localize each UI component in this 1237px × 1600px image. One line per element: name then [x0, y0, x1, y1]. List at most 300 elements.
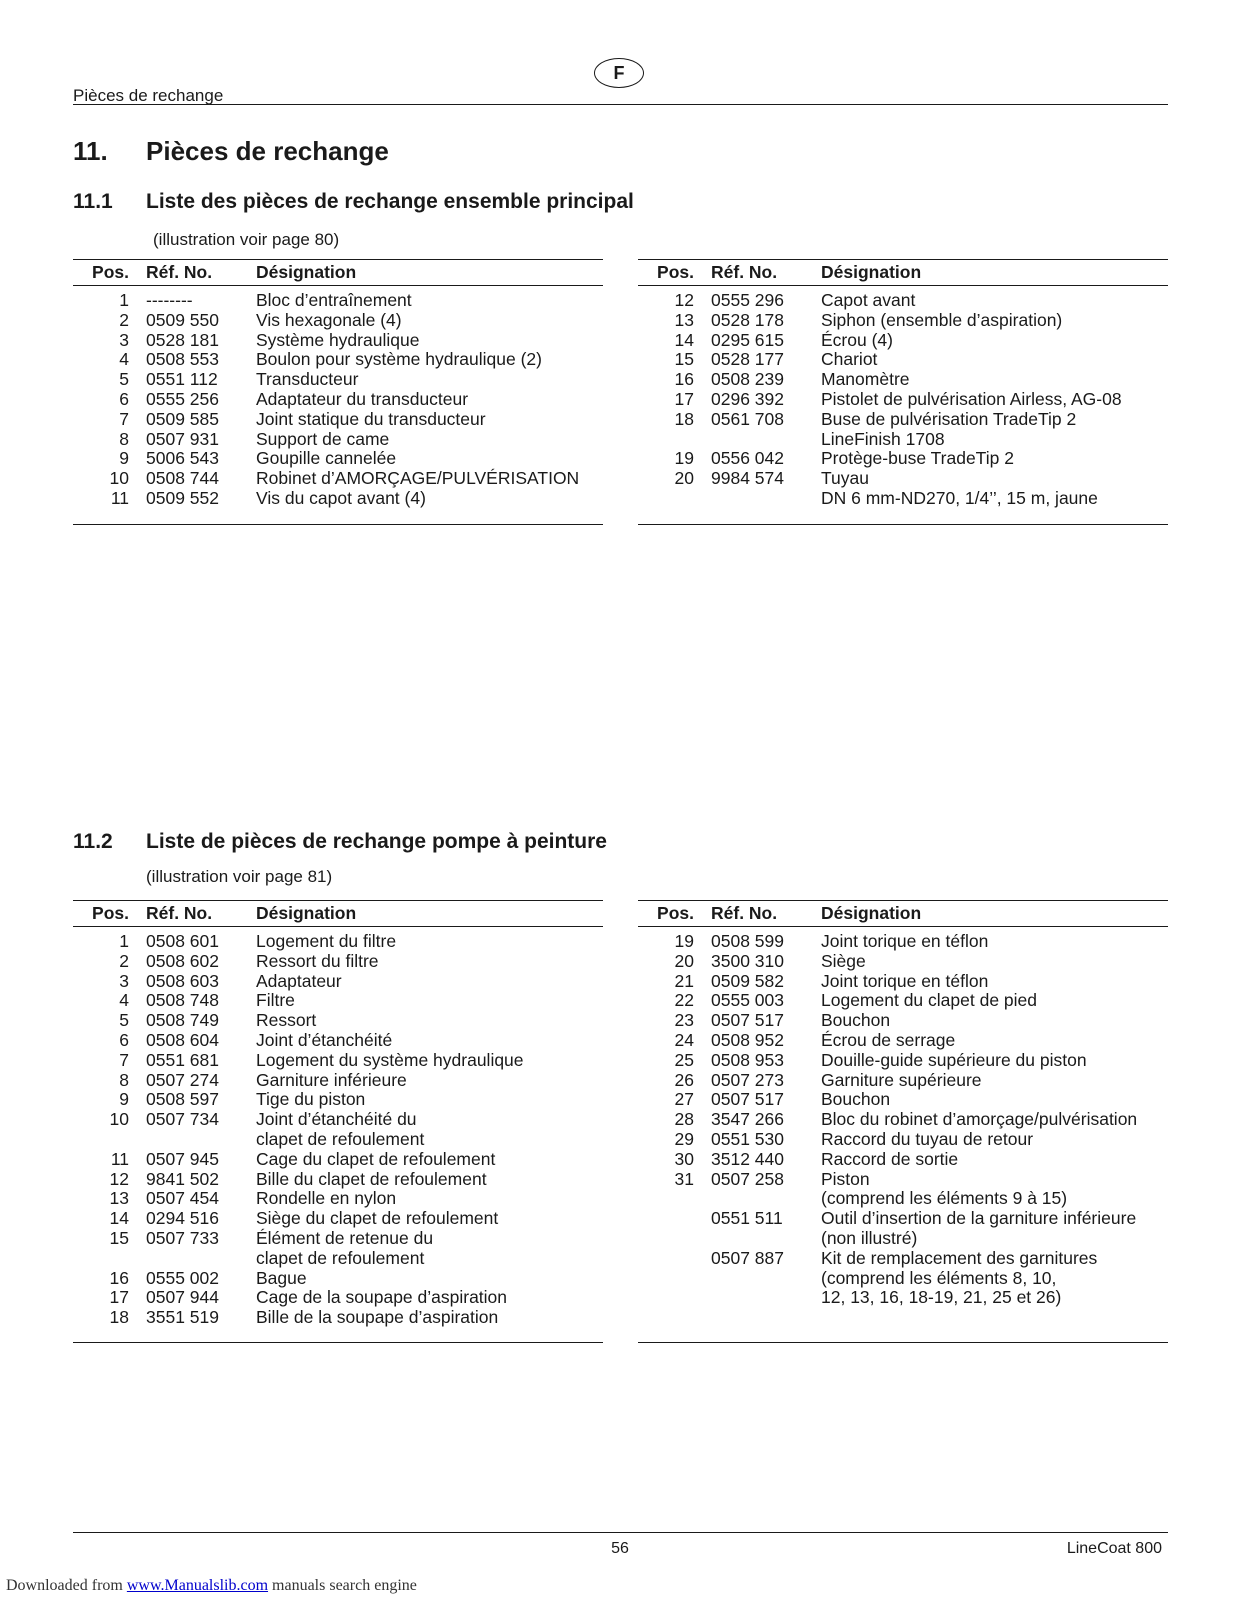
row-ref: 0556 042: [711, 448, 784, 469]
table-row: [73, 1071, 603, 1091]
chapter-number: 11.: [73, 136, 108, 166]
row-designation: [821, 449, 1168, 469]
designation-line: Écrou (4): [821, 329, 893, 350]
table-header-rule: [73, 285, 603, 286]
designation-line: Joint d’étanchéité du: [256, 1109, 417, 1130]
designation-line: Joint torique en téflon: [821, 970, 989, 991]
designation-line: Piston: [821, 1168, 870, 1189]
table-row: [73, 1288, 603, 1308]
table-bottom-rule: [638, 524, 1168, 525]
table-row: [73, 1150, 603, 1170]
designation-line: Siège du clapet de refoulement: [256, 1208, 499, 1229]
designation-line: Transducteur: [256, 369, 359, 390]
table-row: [73, 952, 603, 972]
table-row: [638, 331, 1168, 351]
table-row: [638, 1209, 1168, 1249]
row-ref: 0508 597: [146, 1089, 219, 1110]
row-pos: 27: [674, 1089, 694, 1110]
table-row: [73, 932, 603, 952]
table-row: [638, 469, 1168, 509]
row-pos: 16: [674, 369, 694, 390]
chapter-heading: [73, 136, 773, 168]
section1-table-left: [73, 259, 603, 524]
row-designation: [256, 1110, 603, 1150]
row-ref: 0509 550: [146, 309, 219, 330]
designation-line: Buse de pulvérisation TradeTip 2: [821, 408, 1077, 429]
row-pos: 12: [109, 1168, 129, 1189]
row-pos: 7: [119, 1049, 129, 1070]
section1-heading: [73, 190, 873, 216]
table-row: [638, 311, 1168, 331]
row-pos: 13: [674, 309, 694, 330]
row-ref: 0561 708: [711, 408, 784, 429]
designation-line: Bague: [256, 1267, 307, 1288]
header-pos: Pos.: [657, 262, 694, 282]
row-pos: 20: [674, 950, 694, 971]
row-ref: 0528 177: [711, 349, 784, 370]
designation-line: Joint torique en téflon: [821, 931, 989, 951]
row-ref: 0509 582: [711, 970, 784, 991]
table-row: [73, 972, 603, 992]
table-row: [638, 952, 1168, 972]
header-pos: Pos.: [92, 903, 129, 923]
row-ref: 0551 112: [146, 369, 218, 390]
designation-line: Vis du capot avant (4): [256, 487, 426, 508]
table-row: [73, 1031, 603, 1051]
row-pos: 8: [119, 428, 129, 449]
manualslib-link[interactable]: www.Manualslib.com: [126, 1577, 269, 1594]
row-ref: --------: [146, 290, 193, 310]
table-row: [73, 489, 603, 509]
row-ref: 0508 602: [146, 950, 219, 971]
row-pos: 4: [119, 349, 129, 370]
row-designation: [821, 1011, 1168, 1031]
table-row: [638, 1110, 1168, 1130]
table-row: [638, 1150, 1168, 1170]
row-ref: 0507 944: [146, 1287, 219, 1308]
designation-line: Bille de la soupape d’aspiration: [256, 1307, 499, 1328]
row-ref: 0508 953: [711, 1049, 784, 1070]
table-row: [73, 1209, 603, 1229]
table-header-row: [638, 262, 1168, 282]
designation-line: Logement du filtre: [256, 931, 397, 951]
download-prefix: Downloaded from: [6, 1577, 127, 1594]
row-pos: 31: [674, 1168, 694, 1189]
table-top-rule: [73, 259, 603, 260]
row-pos: 5: [119, 1010, 129, 1031]
row-ref: 0507 454: [146, 1188, 219, 1209]
row-designation: [821, 1071, 1168, 1091]
section1-table-right: [638, 259, 1168, 524]
table-body: [638, 291, 1168, 509]
table-row: [638, 370, 1168, 390]
row-ref: 0507 517: [711, 1089, 784, 1110]
designation-line: Manomètre: [821, 369, 910, 390]
row-designation: [821, 1031, 1168, 1051]
section1-title: Liste des pièces de rechange ensemble principal: [146, 190, 634, 213]
row-designation: [821, 469, 1168, 509]
row-designation: [256, 390, 603, 410]
row-designation: [256, 991, 603, 1011]
row-designation: [821, 370, 1168, 390]
table-row: [73, 1308, 603, 1328]
row-ref: 0507 517: [711, 1010, 784, 1031]
row-pos: 11: [110, 1148, 129, 1169]
designation-line: Bille du clapet de refoulement: [256, 1168, 487, 1189]
row-pos: 15: [674, 349, 694, 370]
designation-line: Tuyau: [821, 468, 869, 489]
row-pos: 25: [674, 1049, 694, 1070]
section1-note: (illustration voir page 80): [153, 230, 340, 249]
row-designation: [256, 331, 603, 351]
row-ref: 0528 178: [711, 309, 784, 330]
section2-title: Liste de pièces de rechange pompe à peinture: [146, 830, 607, 853]
header-ref: Réf. No.: [146, 903, 213, 923]
row-designation: [256, 1090, 603, 1110]
row-pos: 11: [110, 487, 129, 508]
designation-line: Bouchon: [821, 1089, 891, 1110]
row-designation: [821, 1150, 1168, 1170]
designation-line: Tige du piston: [256, 1089, 366, 1110]
table-body: [73, 932, 603, 1328]
row-ref: 5006 543: [146, 448, 219, 469]
download-banner: [6, 1577, 417, 1595]
table-header-rule: [638, 285, 1168, 286]
table-row: [638, 1249, 1168, 1308]
designation-line: Joint d’étanchéité: [256, 1029, 393, 1050]
table-row: [638, 390, 1168, 410]
table-row: [638, 1031, 1168, 1051]
designation-line: Kit de remplacement des garnitures: [821, 1247, 1098, 1268]
row-pos: 1: [119, 931, 129, 951]
row-designation: [256, 1170, 603, 1190]
designation-line: Élément de retenue du: [256, 1227, 434, 1248]
table-row: [73, 1051, 603, 1071]
row-ref: 0507 931: [146, 428, 219, 449]
designation-line: Chariot: [821, 349, 878, 370]
row-pos: 2: [119, 309, 129, 330]
row-pos: 19: [674, 931, 694, 951]
table-row: [638, 410, 1168, 450]
row-ref: 0508 749: [146, 1010, 219, 1031]
row-ref: 9841 502: [146, 1168, 219, 1189]
designation-line: Bloc du robinet d’amorçage/pulvérisation: [821, 1109, 1138, 1130]
designation-line: Rondelle en nylon: [256, 1188, 397, 1209]
designation-line: Garniture inférieure: [256, 1069, 407, 1090]
row-pos: 16: [109, 1267, 129, 1288]
row-designation: [821, 1209, 1168, 1249]
table-row: [638, 291, 1168, 311]
row-designation: [256, 1229, 603, 1269]
row-pos: 18: [109, 1307, 129, 1328]
row-designation: [256, 1150, 603, 1170]
row-ref: 0509 585: [146, 408, 219, 429]
table-row: [638, 1130, 1168, 1150]
running-head: Pièces de rechange: [73, 86, 224, 105]
row-pos: 9: [119, 448, 129, 469]
table-header-rule: [73, 926, 603, 927]
table-body: [638, 932, 1168, 1308]
table-row: [638, 1051, 1168, 1071]
row-ref: 0508 952: [711, 1029, 784, 1050]
row-pos: 14: [109, 1208, 129, 1229]
table-row: [73, 331, 603, 351]
row-ref: 0508 748: [146, 990, 219, 1011]
row-designation: [256, 1288, 603, 1308]
table-row: [73, 469, 603, 489]
table-row: [638, 972, 1168, 992]
row-designation: [256, 449, 603, 469]
designation-line: (non illustré): [821, 1227, 918, 1248]
designation-line: Outil d’insertion de la garniture inférieure: [821, 1208, 1137, 1229]
row-designation: [256, 1308, 603, 1328]
header-designation: Désignation: [256, 903, 357, 923]
designation-line: Ressort: [256, 1010, 317, 1031]
row-designation: [821, 991, 1168, 1011]
designation-line: Siège: [821, 950, 866, 971]
row-ref: 0508 744: [146, 468, 219, 489]
header-rule: [73, 104, 1168, 105]
row-ref: 0508 239: [711, 369, 784, 390]
row-designation: [256, 952, 603, 972]
download-suffix: manuals search engine: [268, 1577, 417, 1594]
table-body: [73, 291, 603, 509]
row-ref: 0507 258: [711, 1168, 784, 1189]
row-designation: [821, 350, 1168, 370]
row-pos: 8: [119, 1069, 129, 1090]
row-designation: [821, 390, 1168, 410]
table-row: [638, 991, 1168, 1011]
row-pos: 10: [109, 468, 129, 489]
row-designation: [256, 469, 603, 489]
row-ref: 0508 604: [146, 1029, 219, 1050]
page-number: 56: [611, 1540, 629, 1557]
row-designation: [256, 932, 603, 952]
row-pos: 12: [674, 290, 694, 310]
table-row: [73, 1110, 603, 1150]
row-pos: 17: [674, 388, 694, 409]
row-designation: [256, 370, 603, 390]
row-designation: [256, 311, 603, 331]
row-pos: 1: [119, 290, 129, 310]
row-designation: [821, 331, 1168, 351]
table-bottom-rule: [638, 1342, 1168, 1343]
header-ref: Réf. No.: [711, 262, 778, 282]
designation-line: Raccord du tuyau de retour: [821, 1128, 1034, 1149]
table-row: [73, 311, 603, 331]
table-bottom-rule: [73, 1342, 603, 1343]
designation-line: Raccord de sortie: [821, 1148, 959, 1169]
row-designation: [821, 1170, 1168, 1210]
row-designation: [256, 972, 603, 992]
row-pos: 2: [119, 950, 129, 971]
table-row: [638, 1090, 1168, 1110]
row-ref: 0507 734: [146, 1109, 219, 1130]
language-badge: F: [594, 58, 644, 88]
row-pos: 15: [109, 1227, 129, 1248]
row-pos: 3: [119, 970, 129, 991]
row-pos: 9: [119, 1089, 129, 1110]
row-designation: [256, 291, 603, 311]
row-pos: 6: [119, 1029, 129, 1050]
row-ref: 0509 552: [146, 487, 219, 508]
designation-line: Bloc d’entraînement: [256, 290, 412, 310]
row-designation: [821, 1110, 1168, 1130]
table-row: [73, 1011, 603, 1031]
row-designation: [256, 1189, 603, 1209]
row-ref: 0508 599: [711, 931, 784, 951]
row-pos: 21: [674, 970, 694, 991]
table-row: [638, 350, 1168, 370]
designation-line: Logement du clapet de pied: [821, 990, 1037, 1011]
table-row: [73, 1229, 603, 1269]
row-designation: [821, 952, 1168, 972]
row-ref: 0551 530: [711, 1128, 784, 1149]
designation-line: Bouchon: [821, 1010, 891, 1031]
section2-heading: [73, 830, 873, 856]
designation-line: clapet de refoulement: [256, 1247, 425, 1268]
designation-line: DN 6 mm-ND270, 1/4’’, 15 m, jaune: [821, 487, 1098, 508]
row-ref: 3512 440: [711, 1148, 784, 1169]
row-designation: [821, 932, 1168, 952]
row-designation: [821, 1249, 1168, 1308]
table-row: [73, 350, 603, 370]
table-row: [73, 390, 603, 410]
row-pos: 14: [674, 329, 694, 350]
row-designation: [256, 1031, 603, 1051]
row-pos: 29: [674, 1128, 694, 1149]
designation-line: Boulon pour système hydraulique (2): [256, 349, 542, 370]
row-pos: 18: [674, 408, 694, 429]
row-ref: 0507 887: [711, 1247, 784, 1268]
product-name: LineCoat 800: [1066, 1540, 1162, 1557]
table-row: [73, 410, 603, 430]
row-ref: 0551 681: [146, 1049, 219, 1070]
row-designation: [256, 410, 603, 430]
row-ref: 0508 553: [146, 349, 219, 370]
designation-line: Système hydraulique: [256, 329, 420, 350]
row-designation: [256, 1011, 603, 1031]
designation-line: Siphon (ensemble d’aspiration): [821, 309, 1063, 330]
designation-line: Adaptateur du transducteur: [256, 388, 469, 409]
designation-line: Écrou de serrage: [821, 1029, 956, 1050]
row-designation: [256, 430, 603, 450]
row-pos: 6: [119, 388, 129, 409]
table-row: [638, 1011, 1168, 1031]
table-top-rule: [73, 900, 603, 901]
chapter-title: Pièces de rechange: [146, 136, 389, 166]
table-row: [638, 449, 1168, 469]
row-pos: 24: [674, 1029, 694, 1050]
designation-line: Douille-guide supérieure du piston: [821, 1049, 1087, 1070]
designation-line: Ressort du filtre: [256, 950, 379, 971]
designation-line: Robinet d’AMORÇAGE/PULVÉRISATION: [256, 468, 580, 489]
row-ref: 3547 266: [711, 1109, 784, 1130]
table-header-rule: [638, 926, 1168, 927]
row-pos: 28: [674, 1109, 694, 1130]
table-row: [73, 291, 603, 311]
row-ref: 0507 733: [146, 1227, 219, 1248]
section2-table-left: [73, 900, 603, 1342]
table-row: [73, 1189, 603, 1209]
row-designation: [821, 972, 1168, 992]
row-ref: 0528 181: [146, 329, 219, 350]
row-pos: 19: [674, 448, 694, 469]
row-pos: 5: [119, 369, 129, 390]
table-row: [638, 932, 1168, 952]
header-pos: Pos.: [92, 262, 129, 282]
designation-line: Garniture supérieure: [821, 1069, 982, 1090]
designation-line: Filtre: [256, 990, 295, 1011]
section2-number: 11.2: [73, 830, 113, 853]
table-row: [73, 1269, 603, 1289]
row-designation: [256, 1209, 603, 1229]
row-ref: 0555 296: [711, 290, 784, 310]
row-ref: 9984 574: [711, 468, 784, 489]
row-designation: [256, 350, 603, 370]
section2-table-right: [638, 900, 1168, 1342]
table-row: [73, 430, 603, 450]
table-row: [73, 1090, 603, 1110]
row-designation: [256, 1269, 603, 1289]
designation-line: (comprend les éléments 8, 10,: [821, 1267, 1057, 1288]
designation-line: clapet de refoulement: [256, 1128, 425, 1149]
row-ref: 0296 392: [711, 388, 784, 409]
designation-line: (comprend les éléments 9 à 15): [821, 1188, 1068, 1209]
row-designation: [256, 489, 603, 509]
designation-line: Goupille cannelée: [256, 448, 397, 469]
table-header-row: [638, 903, 1168, 923]
row-ref: 0295 615: [711, 329, 784, 350]
designation-line: 12, 13, 16, 18-19, 21, 25 et 26): [821, 1287, 1062, 1308]
row-ref: 0507 273: [711, 1069, 784, 1090]
row-pos: 20: [674, 468, 694, 489]
row-designation: [821, 1130, 1168, 1150]
row-designation: [821, 311, 1168, 331]
row-ref: 0551 511: [711, 1208, 783, 1229]
row-designation: [821, 1051, 1168, 1071]
section1-number: 11.1: [73, 190, 113, 213]
table-row: [638, 1071, 1168, 1091]
row-pos: 30: [674, 1148, 694, 1169]
row-ref: 0294 516: [146, 1208, 219, 1229]
row-ref: 0507 945: [146, 1148, 219, 1169]
table-row: [638, 1170, 1168, 1210]
row-ref: 0507 274: [146, 1069, 219, 1090]
header-pos: Pos.: [657, 903, 694, 923]
designation-line: Pistolet de pulvérisation Airless, AG-08: [821, 388, 1122, 409]
table-row: [73, 449, 603, 469]
table-header-row: [73, 262, 603, 282]
header-designation: Désignation: [821, 262, 922, 282]
designation-line: Cage de la soupape d’aspiration: [256, 1287, 508, 1308]
table-row: [73, 991, 603, 1011]
table-top-rule: [638, 259, 1168, 260]
row-ref: 3500 310: [711, 950, 784, 971]
table-header-row: [73, 903, 603, 923]
row-ref: 0508 603: [146, 970, 219, 991]
footer-rule: [73, 1532, 1168, 1533]
header-designation: Désignation: [256, 262, 357, 282]
designation-line: Capot avant: [821, 290, 916, 310]
row-designation: [821, 1090, 1168, 1110]
row-pos: 3: [119, 329, 129, 350]
row-pos: 13: [109, 1188, 129, 1209]
table-row: [73, 370, 603, 390]
designation-line: LineFinish 1708: [821, 428, 945, 449]
row-pos: 17: [109, 1287, 129, 1308]
designation-line: Vis hexagonale (4): [256, 309, 402, 330]
